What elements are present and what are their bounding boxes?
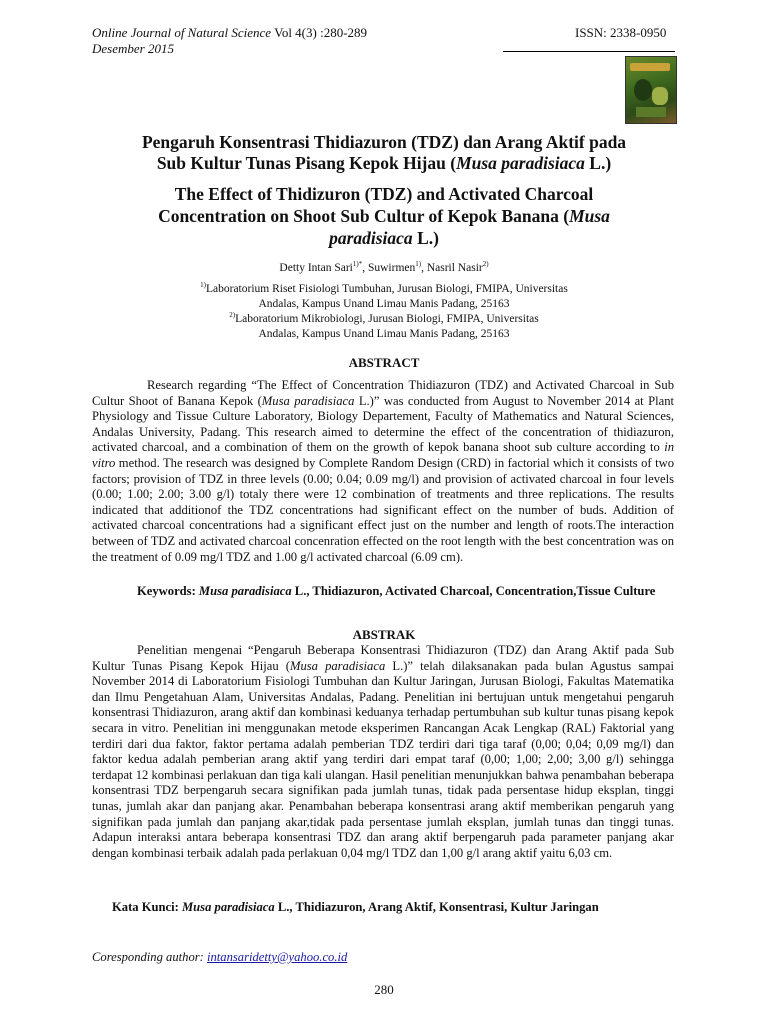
affiliations: $^{1)}$Laboratorium Riset Fisiologi Tumbuhan, Jurusan Biologi, FMIPA, Universitas Andalas, Kampus Unand Limau Manis Padang, 25163 $^{2)}$Laboratorium Mikrobiologi, Jurusan Biologi, FMIPA, Universitas Andalas, Kampus Unand Limau Manis Padang, 25163 [200, 281, 568, 340]
abstract-heading: ABSTRACT [348, 355, 420, 370]
journal-header [92, 25, 367, 57]
journal-issn: ISSN: 2338-0950 [575, 25, 667, 40]
header-rule [503, 51, 675, 52]
abstract-english-body: Research regarding “The Effect of Concentration Thidiazuron (TDZ) and Activated Charcoal in Sub Cultur Shoot of Banana Kepok (Musa paradisiaca L.)” was conducted from August to November 2014 at Plant Physiology and Tissue Culture Laboratory, Biology Departement, Faculty of Mathematics and Natural Sciences, Andalas University, Padang. This research aimed to determine the effect of the concentration of thidiazuron, activated charcoal, and a combination of them on the growth of kepok banana shoot sub culture according to in vitro method. The research was designed by Complete Random Design (CRD) in factorial which it consists of two factors; provision of TDZ in three levels (0.00; 0.04; 0.09 mg/l) and provision of activated charcoal in four levels (0.00; 1.00; 2.00; 3.00 g/l) totaly there were 12 combination of treatments and three replications. The results indicated that additionof the TDZ concentrations had significant effect on the number of buds. Addition of activated charcoal concentrations had a significant effect just on the number and length of roots.The interaction between of TDZ and activated charcoal concenration effected on the root length with the best concentration was on the treatment of 0.09 mg/l TDZ and 1.00 g/l activated charcoal (6.09 cm). [92, 378, 675, 564]
abstract-indonesian-body: Penelitian mengenai “Pengaruh Beberapa Konsentrasi Thidiazuron (TDZ) dan Arang Aktif pada Sub Kultur Tunas Pisang Kepok Hijau (Musa paradisiaca L.)” telah dilaksanakan pada bulan Agustus sampai November 2014 di Laboratorium Fisiologi Tumbuhan dan Kultur Jaringan, Jurusan Biologi, Fakultas Matematika dan Ilmu Pengetahuan Alam, Universitas Andalas, Padang. Penelitian ini bertujuan untuk mengetahui pengaruh konsentrasi Thidiazuron, arang aktif dan kombinasi keduanya terhadap pertumbuhan sub kultur tunas pisang kepok secara in vitro. Penelitian ini menggunakan metode eksperimen Rancangan Acak Lengkap (RAL) Faktorial yang terdiri dari dua faktor, faktor pertama adalah pemberian TDZ terdiri dari tiga taraf (0,00; 0,04; 0,09 mg/l) dan faktor kedua adalah pemberian arang aktif yang terdiri dari empat taraf (0,00; 1,00; 2,00; 3,00 g/l) sehingga terdapat 12 kombinasi perlakuan dan tiga kali ulangan. Hasil penelitian menunjukkan bahwa penambahan beberapa konsentrasi TDZ berpengaruh secara signifikan pada jumlah tunas, tidak pada persentase hidup eksplan, tinggi tunas, jumlah akar dan panjang akar. Penambahan beberapa konsentrasi arang aktif memberikan pengaruh yang signifikan pada jumlah dan panjang akar,tidak pada persentase jumlah eksplan, jumlah tunas dan tinggi tunas. Adapun interaksi antara beberapa konsentrasi TDZ dan arang aktif berpengaruh pada parameter panjang akar dengan kombinasi terbaik adalah pada perlakuan 0,04 mg/l TDZ dan 1,00 g/l arang aktif yaitu 6,03 cm. [92, 643, 674, 860]
author-list: Detty Intan Sari$^{1)*}$, Suwirmen$^{1)}$, Nasril Nasir$^{2)}$ [279, 260, 489, 274]
title-english: The Effect of Thidizuron (TDZ) and Activated Charcoal Concentration on Shoot Sub Cultur of Kepok Banana (Musa paradisiaca L.) [158, 184, 610, 248]
journal-name: Online Journal of Natural Science [92, 25, 272, 40]
journal-volume: Vol 4(3) :280-289 [274, 25, 368, 40]
author-email-link[interactable]: intansaridetty@yahoo.co.id [206, 950, 348, 964]
journal-cover-image [625, 56, 677, 124]
page-number: 280 [374, 982, 394, 997]
keywords-english: Keywords: Musa paradisiaca L., Thidiazuron, Activated Charcoal, Concentration,Tissue Culture [137, 584, 656, 598]
title-indonesian: Pengaruh Konsentrasi Thidiazuron (TDZ) dan Arang Aktif pada Sub Kultur Tunas Pisang Kepok Hijau (Musa paradisiaca L.) [141, 132, 627, 173]
keywords-indonesian: Kata Kunci: Musa paradisiaca L., Thidiazuron, Arang Aktif, Konsentrasi, Kultur Jaringan [112, 900, 599, 914]
abstrak-heading: ABSTRAK [352, 627, 416, 642]
journal-date: Desember 2015 [92, 41, 174, 56]
corresponding-author: Coresponding author: intansaridetty@yahoo.co.id [92, 950, 348, 964]
